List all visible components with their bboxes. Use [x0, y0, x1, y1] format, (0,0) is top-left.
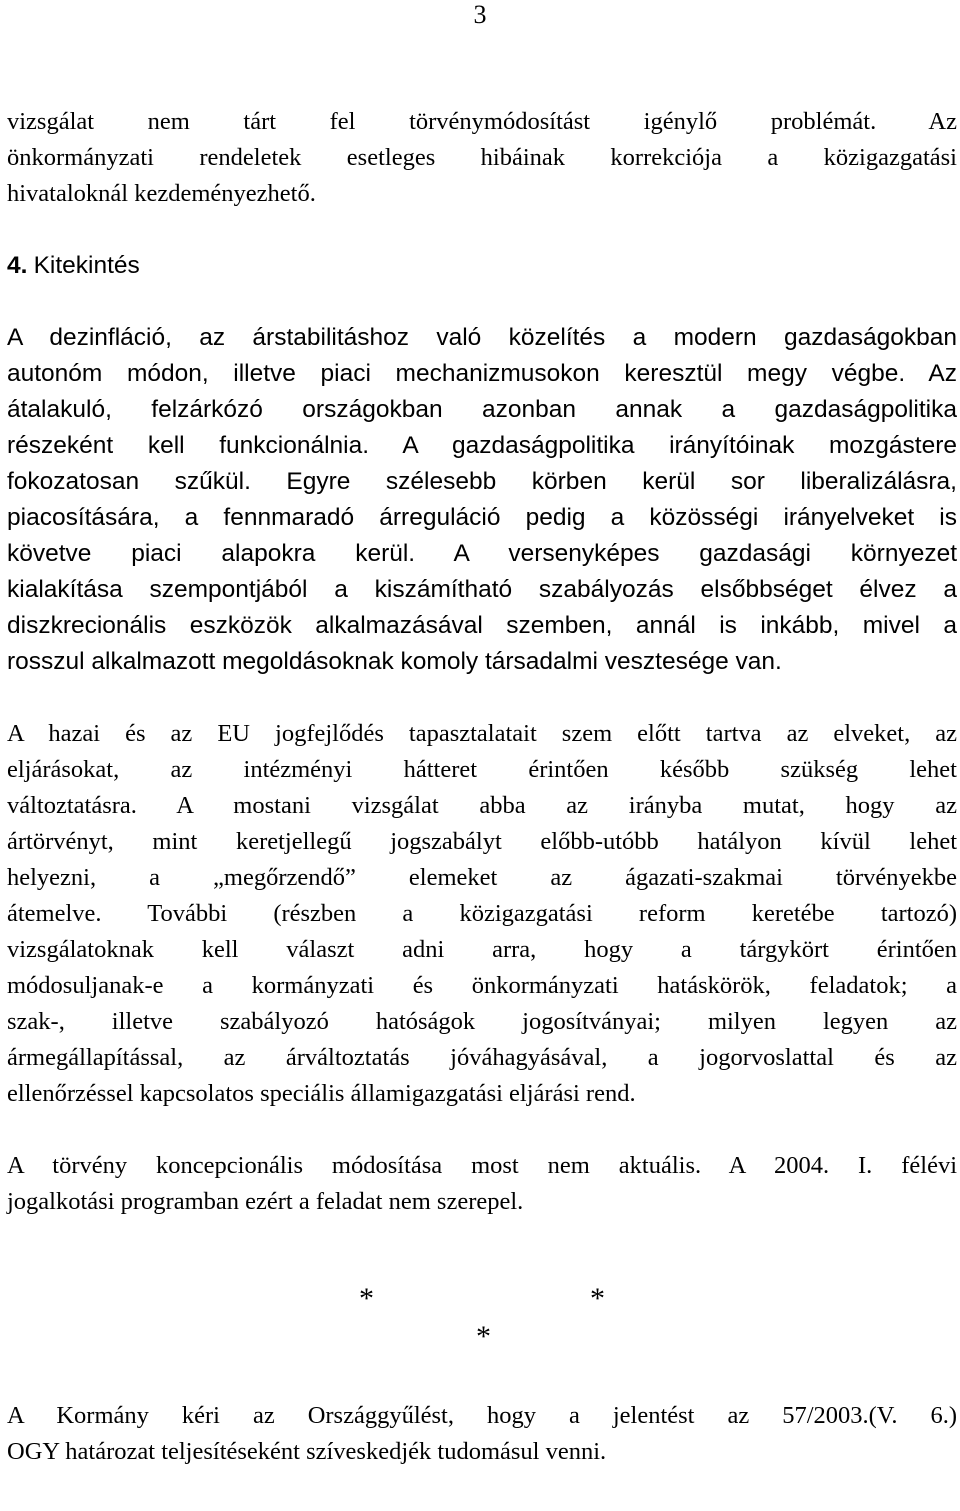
- text-line: eljárásokat, az intézményi hátteret érintően később szükség lehet: [7, 756, 957, 783]
- text-line: változtatásra. A mostani vizsgálat abba az irányba mutat, hogy az: [7, 792, 957, 819]
- text-line: ártörvényt, mint keretjellegű jogszabályt előbb-utóbb hatályon kívül lehet: [7, 828, 957, 855]
- text-line: átemelve. További (részben a közigazgatási reform keretébe tartozó): [7, 900, 957, 927]
- text-line: ellenőrzéssel kapcsolatos speciális államigazgatási eljárási rend.: [7, 1080, 636, 1107]
- text-line: ármegállapítással, az árváltoztatás jóváhagyásával, a jogorvoslattal és az: [7, 1044, 957, 1071]
- text-line: szak-, illetve szabályozó hatóságok jogosítványai; milyen legyen az: [7, 1008, 957, 1035]
- text-line: A Kormány kéri az Országgyűlést, hogy a jelentést az 57/2003.(V. 6.): [7, 1402, 957, 1429]
- text-line: követve piaci alapokra kerül. A versenyképes gazdasági környezet: [7, 540, 957, 567]
- text-line: rosszul alkalmazott megoldásoknak komoly társadalmi vesztesége van.: [7, 648, 782, 675]
- text-line: vizsgálat nem tárt fel törvénymódosítást igénylő problémát. Az: [7, 108, 957, 135]
- text-line: kialakítása szempontjából a kiszámítható szabályozás elsőbbséget élvez a: [7, 576, 957, 603]
- text-line: átalakuló, felzárkózó országokban azonban annak a gazdaságpolitika: [7, 396, 957, 423]
- paragraph-intro: [7, 104, 957, 212]
- paragraph-conclusion: [7, 1148, 957, 1220]
- paragraph-legal-development: [7, 716, 957, 1112]
- text-line: helyezni, a „megőrzendő” elemeket az ágazati-szakmai törvényekbe: [7, 864, 957, 891]
- text-line: hivataloknál kezdeményezhető.: [7, 180, 316, 207]
- text-line: piacosítására, a fennmaradó árreguláció pedig a közösségi irányelveket is: [7, 504, 957, 531]
- section-heading: [7, 248, 957, 284]
- text-line: fokozatosan szűkül. Egyre szélesebb körben kerül sor liberalizálásra,: [7, 468, 957, 495]
- asterisk-mark: *: [359, 1282, 374, 1315]
- text-line: autonóm módon, illetve piaci mechanizmusokon keresztül megy végbe. Az: [7, 360, 957, 387]
- text-line: részeként kell funkcionálnia. A gazdaságpolitika irányítóinak mozgástere: [7, 432, 957, 459]
- section-title: Kitekintés: [33, 252, 140, 279]
- section-separator: [7, 1220, 957, 1353]
- text-line: diszkrecionális eszközök alkalmazásával szemben, annál is inkább, mivel a: [7, 612, 957, 639]
- text-line: A hazai és az EU jogfejlődés tapasztalatait szem előtt tartva az elveket, az: [7, 720, 957, 747]
- text-line: vizsgálatoknak kell választ adni arra, hogy a tárgykört érintően: [7, 936, 957, 963]
- asterisk-mark: *: [590, 1282, 605, 1315]
- text-line: módosuljanak-e a kormányzati és önkormányzati hatáskörök, feladatok; a: [7, 972, 957, 999]
- paragraph-request: [7, 1398, 957, 1470]
- text-line: jogalkotási programban ezért a feladat nem szerepel.: [7, 1188, 524, 1215]
- section-number: 4.: [7, 252, 28, 279]
- paragraph-outlook: [7, 320, 957, 680]
- text-line: OGY határozat teljesítéseként szíveskedjék tudomásul venni.: [7, 1438, 607, 1465]
- page-number: 3: [473, 0, 487, 29]
- text-line: A dezinfláció, az árstabilitáshoz való közelítés a modern gazdaságokban: [7, 324, 957, 351]
- text-line: A törvény koncepcionális módosítása most nem aktuális. A 2004. I. félévi: [7, 1152, 957, 1179]
- asterisk-mark: *: [476, 1320, 491, 1353]
- text-line: önkormányzati rendeletek esetleges hibáinak korrekciója a közigazgatási: [7, 144, 957, 171]
- document-body: [7, 104, 957, 1470]
